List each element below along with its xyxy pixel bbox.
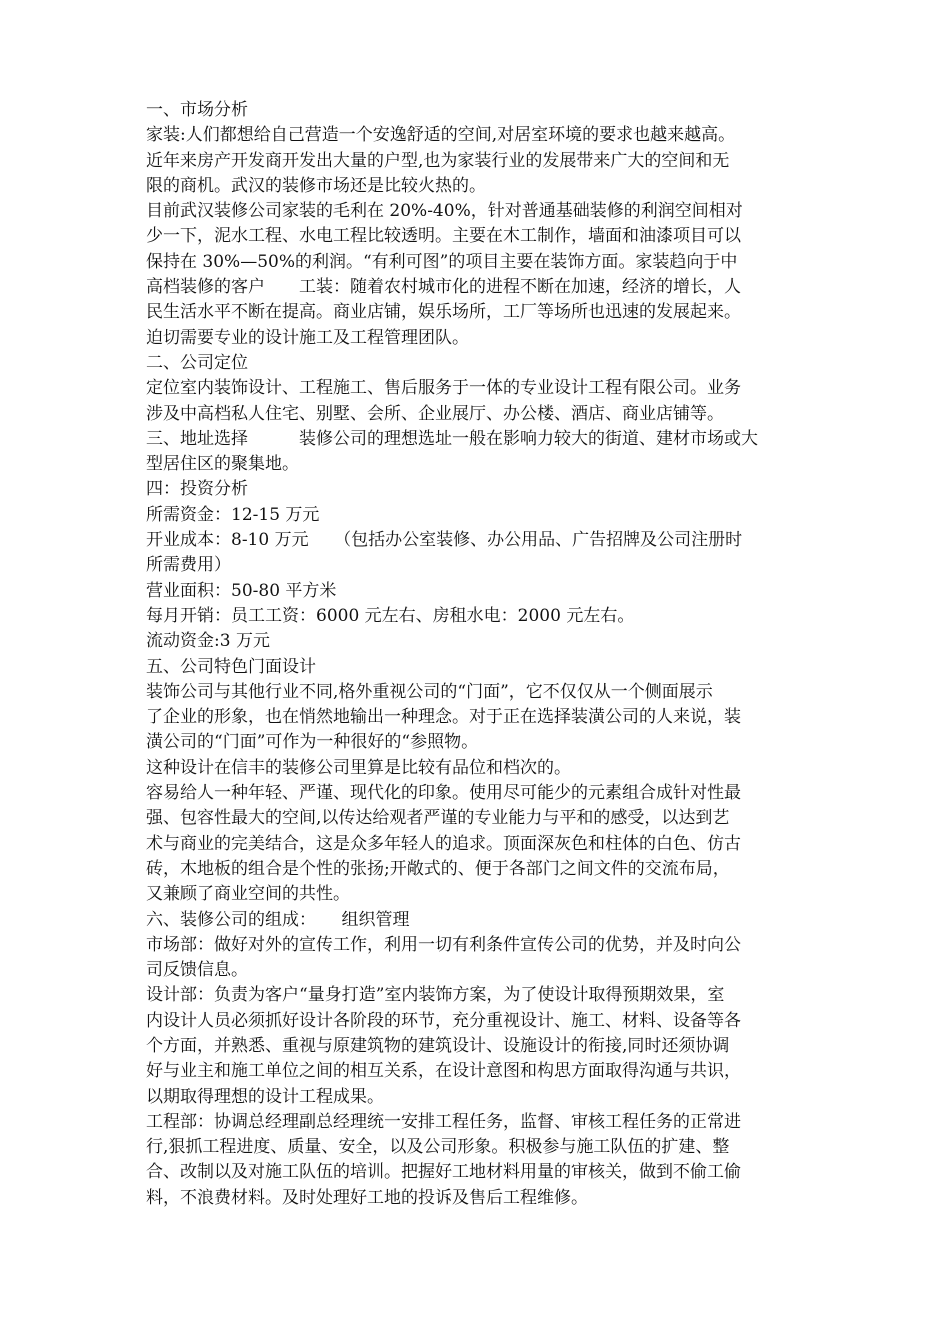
paragraph-line: 内设计人员必须抓好设计各阶段的环节，充分重视设计、施工、材料、设备等各 <box>146 1010 741 1031</box>
paragraph-line: 少一下，泥水工程、水电工程比较透明。主要在木工制作，墙面和油漆项目可以 <box>146 226 741 247</box>
paragraph-line: 开业成本：8-10 万元 （包括办公室装修、办公用品、广告招牌及公司注册时 <box>146 530 743 551</box>
paragraph-line: 近年来房产开发商开发出大量的户型,也为家装行业的发展带来广大的空间和无 <box>146 150 730 171</box>
paragraph-line: 潢公司的“门面”可作为一种很好的“参照物。 <box>146 732 479 753</box>
paragraph-line: 了企业的形象，也在悄然地输出一种理念。对于正在选择装潢公司的人来说，装 <box>146 707 741 728</box>
paragraph-line: 型居住区的聚集地。 <box>146 454 299 475</box>
paragraph-line: 目前武汉装修公司家装的毛利在 20%-40%，针对普通基础装修的利润空间相对 <box>146 201 743 222</box>
paragraph-line: 保持在 30%—50%的利润。“有利可图”的项目主要在装饰方面。家装趋向于中 <box>146 251 738 272</box>
paragraph-line: 料，不浪费材料。及时处理好工地的投诉及售后工程维修。 <box>146 1187 588 1208</box>
paragraph-line: 又兼顾了商业空间的共性。 <box>146 884 350 905</box>
paragraph-line: 民生活水平不断在提高。商业店铺，娱乐场所，工厂等场所也迅速的发展起来。 <box>146 302 741 323</box>
paragraph-line: 装饰公司与其他行业不同,格外重视公司的“门面”，它不仅仅从一个侧面展示 <box>146 681 713 702</box>
heading-investment-analysis: 四：投资分析 <box>146 479 248 500</box>
paragraph-line: 市场部：做好对外的宣传工作，利用一切有利条件宣传公司的优势，并及时向公 <box>146 934 741 955</box>
paragraph-line: 司反馈信息。 <box>146 960 248 981</box>
paragraph-line: 每月开销：员工工资：6000 元左右、房租水电：2000 元左右。 <box>146 605 635 626</box>
paragraph-line: 定位室内装饰设计、工程施工、售后服务于一体的专业设计工程有限公司。业务 <box>146 378 741 399</box>
paragraph-line: 设计部：负责为客户“量身打造”室内装饰方案，为了使设计取得预期效果，室 <box>146 985 725 1006</box>
paragraph-line: 所需资金：12-15 万元 <box>146 504 320 525</box>
paragraph-line: 强、包容性最大的空间,以传达给观者严谨的专业能力与平和的感受，以达到艺 <box>146 808 730 829</box>
paragraph-line: 工程部：协调总经理副总经理统一安排工程任务，监督、审核工程任务的正常进 <box>146 1111 741 1132</box>
paragraph-line: 容易给人一种年轻、严谨、现代化的印象。使用尽可能少的元素组合成针对性最 <box>146 783 741 804</box>
paragraph-line: 以期取得理想的设计工程成果。 <box>146 1086 384 1107</box>
paragraph-line: 行,狠抓工程进度、质量、安全，以及公司形象。积极参与施工队伍的扩建、整 <box>146 1137 730 1158</box>
heading-market-analysis: 一、市场分析 <box>146 100 248 120</box>
paragraph-line: 家装:人们都想给自己营造一个安逸舒适的空间,对居室环境的要求也越来越高。 <box>146 125 736 146</box>
paragraph-line: 营业面积：50-80 平方米 <box>146 580 337 601</box>
heading-company-positioning: 二、公司定位 <box>146 352 248 373</box>
heading-storefront-design: 五、公司特色门面设计 <box>146 656 316 677</box>
paragraph-line: 限的商机。武汉的装修市场还是比较火热的。 <box>146 175 486 196</box>
paragraph-line: 涉及中高档私人住宅、别墅、会所、企业展厅、办公楼、酒店、商业店铺等。 <box>146 403 724 424</box>
heading-company-composition: 六、装修公司的组成： 组织管理 <box>146 909 410 930</box>
document-body <box>146 98 836 1211</box>
paragraph-line: 高档装修的客户 工装：随着农村城市化的进程不断在加速，经济的增长，人 <box>146 277 741 298</box>
heading-site-selection: 三、地址选择 装修公司的理想选址一般在影响力较大的街道、建材市场或大 <box>146 428 758 449</box>
paragraph-line: 合、改制以及对施工队伍的培训。把握好工地材料用量的审核关，做到不偷工偷 <box>146 1162 741 1183</box>
paragraph-line: 术与商业的完美结合，这是众多年轻人的追求。顶面深灰色和柱体的白色、仿古 <box>146 833 741 854</box>
paragraph-line: 个方面，并熟悉、重视与原建筑物的建筑设计、设施设计的衔接,同时还须协调 <box>146 1035 730 1056</box>
paragraph-line: 好与业主和施工单位之间的相互关系，在设计意图和构思方面取得沟通与共识， <box>146 1061 741 1082</box>
paragraph-line: 迫切需要专业的设计施工及工程管理团队。 <box>146 327 469 348</box>
paragraph-line: 砖，木地板的组合是个性的张扬;开敞式的、便于各部门之间文件的交流布局， <box>146 858 730 879</box>
paragraph-line: 所需费用） <box>146 555 231 576</box>
paragraph-line: 流动资金:3 万元 <box>146 631 270 652</box>
paragraph-line: 这种设计在信丰的装修公司里算是比较有品位和档次的。 <box>146 757 571 778</box>
